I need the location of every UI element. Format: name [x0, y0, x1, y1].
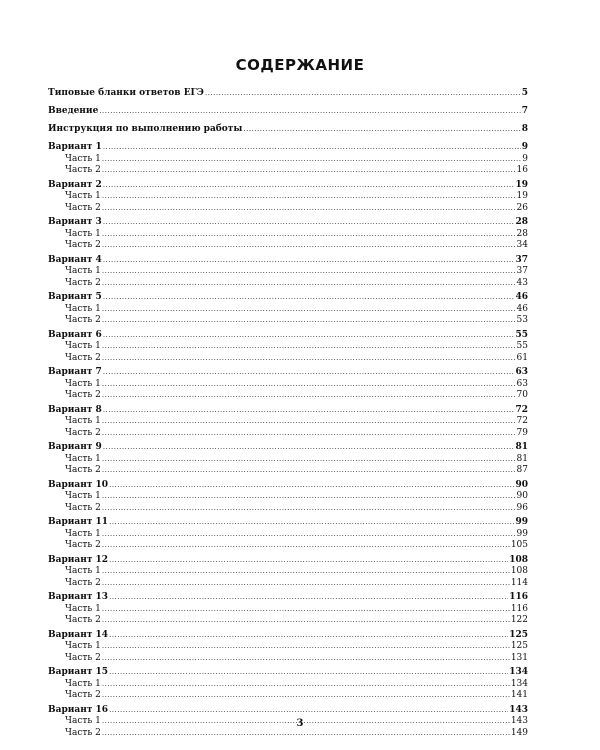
entry-page-number: 19: [515, 179, 528, 190]
toc-part-entry[interactable]: [48, 240, 528, 252]
dot-leader: [102, 529, 516, 541]
entry-label: Часть 1: [65, 378, 101, 389]
dot-leader: [102, 304, 516, 316]
entry-page-number: 55: [516, 341, 528, 351]
entry-page-number: 9: [521, 142, 528, 152]
entry-page-number: 99: [516, 528, 528, 539]
toc-part-entry[interactable]: [48, 679, 528, 691]
entry-page-number: 55: [515, 329, 528, 340]
entry-label: Введение: [48, 106, 99, 116]
entry-label: Часть 2: [65, 427, 101, 438]
entry-page-number: 116: [510, 603, 528, 614]
entry-page-number: 141: [510, 690, 528, 700]
dot-leader: [103, 255, 515, 267]
entry-page-number: 125: [509, 629, 528, 640]
dot-leader: [103, 142, 521, 154]
entry-page-number: 63: [515, 367, 528, 377]
entry-label: Вариант 16: [48, 704, 109, 715]
dot-leader: [109, 630, 508, 642]
entry-page-number: 143: [510, 716, 528, 726]
toc-part-entry[interactable]: [48, 641, 528, 653]
dot-leader: [102, 641, 510, 653]
entry-label: Часть 1: [65, 191, 101, 201]
toc-variant-entry[interactable]: [48, 255, 528, 267]
entry-label: Вариант 10: [48, 479, 109, 490]
dot-leader: [102, 578, 510, 590]
entry-label: Часть 1: [65, 453, 101, 464]
entry-label: Часть 2: [65, 240, 101, 250]
dot-leader: [102, 191, 516, 203]
dot-leader: [109, 705, 508, 717]
dot-leader: [103, 217, 515, 229]
entry-page-number: 108: [510, 566, 528, 576]
entry-label: Часть 2: [65, 502, 101, 513]
toc-part-entry[interactable]: [48, 503, 528, 515]
entry-label: Часть 2: [65, 202, 101, 213]
entry-label: Часть 2: [65, 615, 101, 625]
entry-page-number: 114: [510, 577, 528, 588]
toc-part-entry[interactable]: [48, 428, 528, 440]
toc-variant-entry[interactable]: [48, 592, 528, 604]
entry-label: Вариант 2: [48, 179, 102, 190]
entry-page-number: 63: [516, 378, 528, 389]
entry-label: Часть 1: [65, 303, 101, 314]
entry-label: Часть 1: [65, 678, 101, 689]
toc-part-entry[interactable]: [48, 529, 528, 541]
dot-leader: [109, 555, 508, 567]
toc-part-entry[interactable]: [48, 690, 528, 702]
dot-leader: [243, 124, 520, 136]
entry-page-number: 90: [516, 491, 528, 501]
toc-part-entry[interactable]: [48, 491, 528, 503]
entry-label: Часть 1: [65, 716, 101, 726]
dot-leader: [102, 278, 516, 290]
entry-label: Вариант 13: [48, 592, 109, 602]
toc-part-entry[interactable]: [48, 379, 528, 391]
dot-leader: [102, 379, 516, 391]
entry-label: Часть 2: [65, 577, 101, 588]
dot-leader: [102, 503, 516, 515]
entry-label: Часть 1: [65, 153, 101, 164]
dot-leader: [102, 315, 516, 327]
entry-page-number: 28: [515, 217, 528, 227]
toc-part-entry[interactable]: [48, 266, 528, 278]
dot-leader: [109, 592, 508, 604]
toc-variant-entry[interactable]: [48, 330, 528, 342]
toc-variant-entry[interactable]: [48, 517, 528, 529]
toc-part-entry[interactable]: [48, 165, 528, 177]
entry-page-number: 108: [509, 554, 528, 565]
dot-leader: [102, 454, 516, 466]
table-of-contents: [48, 88, 528, 739]
dot-leader: [102, 465, 516, 477]
toc-part-entry[interactable]: [48, 416, 528, 428]
entry-page-number: 122: [510, 615, 528, 625]
entry-page-number: 43: [516, 277, 528, 288]
toc-part-entry[interactable]: [48, 304, 528, 316]
toc-variant-entry[interactable]: [48, 217, 528, 229]
dot-leader: [102, 428, 516, 440]
dot-leader: [102, 390, 516, 402]
entry-label: Часть 1: [65, 228, 101, 239]
dot-leader: [103, 292, 515, 304]
page-title: СОДЕРЖАНИЕ: [235, 56, 365, 74]
toc-variant-entry[interactable]: [48, 555, 528, 567]
dot-leader: [102, 416, 516, 428]
toc-part-entry[interactable]: [48, 229, 528, 241]
dot-leader: [102, 690, 510, 702]
entry-page-number: 87: [516, 465, 528, 475]
toc-variant-entry[interactable]: [48, 405, 528, 417]
toc-entry[interactable]: [48, 88, 528, 100]
entry-page-number: 116: [509, 592, 528, 602]
entry-page-number: 37: [516, 266, 528, 276]
toc-entry[interactable]: [48, 106, 528, 118]
dot-leader: [102, 203, 516, 215]
dot-leader: [102, 165, 516, 177]
toc-part-entry[interactable]: [48, 154, 528, 166]
toc-variant-entry[interactable]: [48, 667, 528, 679]
toc-part-entry[interactable]: [48, 390, 528, 402]
dot-leader: [99, 106, 520, 118]
toc-part-entry[interactable]: [48, 341, 528, 353]
toc-part-entry[interactable]: [48, 191, 528, 203]
toc-part-entry[interactable]: [48, 653, 528, 665]
entry-page-number: 134: [510, 678, 528, 689]
toc-variant-entry[interactable]: [48, 142, 528, 154]
dot-leader: [103, 330, 515, 342]
entry-label: Часть 1: [65, 341, 101, 351]
dot-leader: [205, 88, 521, 100]
entry-label: Часть 2: [65, 352, 101, 363]
entry-label: Часть 2: [65, 315, 101, 325]
entry-label: Вариант 9: [48, 442, 102, 452]
entry-page-number: 5: [521, 88, 528, 98]
dot-leader: [102, 266, 516, 278]
entry-page-number: 70: [516, 390, 528, 400]
dot-leader: [102, 540, 510, 552]
entry-page-number: 46: [516, 303, 528, 314]
entry-label: Вариант 14: [48, 629, 109, 640]
entry-page-number: 7: [521, 106, 528, 116]
entry-page-number: 16: [516, 165, 528, 175]
entry-label: Часть 1: [65, 491, 101, 501]
entry-label: Вариант 7: [48, 367, 102, 377]
toc-part-entry[interactable]: [48, 540, 528, 552]
entry-page-number: 9: [522, 153, 528, 164]
entry-label: Вариант 4: [48, 254, 102, 265]
toc-part-entry[interactable]: [48, 465, 528, 477]
toc-variant-entry[interactable]: [48, 367, 528, 379]
entry-page-number: 19: [516, 191, 528, 201]
entry-label: Часть 1: [65, 528, 101, 539]
dot-leader: [103, 405, 515, 417]
entry-label: Вариант 1: [48, 142, 102, 152]
entry-label: Часть 2: [65, 540, 101, 550]
dot-leader: [103, 367, 515, 379]
entry-label: Инструкция по выполнению работы: [48, 124, 243, 134]
entry-page-number: 79: [516, 427, 528, 438]
dot-leader: [102, 566, 510, 578]
entry-label: Часть 2: [65, 652, 101, 663]
entry-label: Вариант 3: [48, 217, 102, 227]
entry-page-number: 149: [510, 727, 528, 738]
entry-page-number: 105: [510, 540, 528, 550]
dot-leader: [103, 180, 515, 192]
entry-label: Вариант 5: [48, 292, 102, 302]
dot-leader: [102, 353, 516, 365]
dot-leader: [102, 653, 510, 665]
toc-variant-entry[interactable]: [48, 480, 528, 492]
toc-part-entry[interactable]: [48, 315, 528, 327]
toc-part-entry[interactable]: [48, 278, 528, 290]
entry-label: Часть 2: [65, 165, 101, 175]
entry-page-number: 34: [516, 240, 528, 250]
dot-leader: [109, 517, 514, 529]
dot-leader: [102, 229, 516, 241]
dot-leader: [109, 667, 508, 679]
entry-page-number: 131: [510, 652, 528, 663]
entry-label: Часть 1: [65, 566, 101, 576]
entry-label: Вариант 11: [48, 517, 109, 527]
entry-page-number: 81: [515, 442, 528, 452]
entry-page-number: 26: [516, 202, 528, 213]
entry-page-number: 8: [521, 124, 528, 134]
entry-page-number: 72: [515, 404, 528, 415]
toc-part-entry[interactable]: [48, 728, 528, 740]
dot-leader: [102, 154, 521, 166]
toc-variant-entry[interactable]: [48, 630, 528, 642]
entry-page-number: 90: [515, 479, 528, 490]
entry-page-number: 61: [516, 352, 528, 363]
entry-label: Часть 1: [65, 641, 101, 651]
entry-page-number: 37: [515, 254, 528, 265]
toc-variant-entry[interactable]: [48, 705, 528, 717]
entry-page-number: 134: [509, 667, 528, 677]
entry-label: Часть 2: [65, 690, 101, 700]
entry-page-number: 72: [516, 416, 528, 426]
entry-label: Вариант 6: [48, 329, 102, 340]
entry-page-number: 46: [515, 292, 528, 302]
entry-label: Часть 2: [65, 390, 101, 400]
entry-label: Вариант 12: [48, 554, 109, 565]
toc-part-entry[interactable]: [48, 353, 528, 365]
toc-variant-entry[interactable]: [48, 180, 528, 192]
dot-leader: [103, 442, 515, 454]
dot-leader: [102, 240, 516, 252]
toc-part-entry[interactable]: [48, 604, 528, 616]
entry-label: Часть 1: [65, 603, 101, 614]
entry-page-number: 125: [510, 641, 528, 651]
entry-page-number: 53: [516, 315, 528, 325]
dot-leader: [102, 604, 510, 616]
entry-page-number: 28: [516, 228, 528, 239]
toc-part-entry[interactable]: [48, 203, 528, 215]
dot-leader: [102, 341, 516, 353]
toc-part-entry[interactable]: [48, 454, 528, 466]
entry-label: Часть 1: [65, 266, 101, 276]
entry-label: Вариант 8: [48, 404, 102, 415]
dot-leader: [102, 679, 510, 691]
entry-label: Часть 2: [65, 465, 101, 475]
toc-part-entry[interactable]: [48, 566, 528, 578]
entry-label: Часть 2: [65, 277, 101, 288]
toc-part-entry[interactable]: [48, 615, 528, 627]
toc-part-entry[interactable]: [48, 578, 528, 590]
entry-page-number: 99: [515, 517, 528, 527]
entry-page-number: 81: [516, 453, 528, 464]
entry-page-number: 143: [509, 704, 528, 715]
entry-label: Часть 2: [65, 727, 101, 738]
dot-leader: [102, 728, 510, 740]
toc-variant-entry[interactable]: [48, 442, 528, 454]
dot-leader: [102, 615, 510, 627]
toc-variant-entry[interactable]: [48, 292, 528, 304]
toc-entry[interactable]: [48, 124, 528, 136]
entry-label: Типовые бланки ответов ЕГЭ: [48, 88, 204, 98]
entry-label: Часть 1: [65, 416, 101, 426]
entry-label: Вариант 15: [48, 667, 109, 677]
dot-leader: [109, 480, 514, 492]
page-number: 3: [296, 718, 304, 729]
dot-leader: [102, 491, 516, 503]
entry-page-number: 96: [516, 502, 528, 513]
